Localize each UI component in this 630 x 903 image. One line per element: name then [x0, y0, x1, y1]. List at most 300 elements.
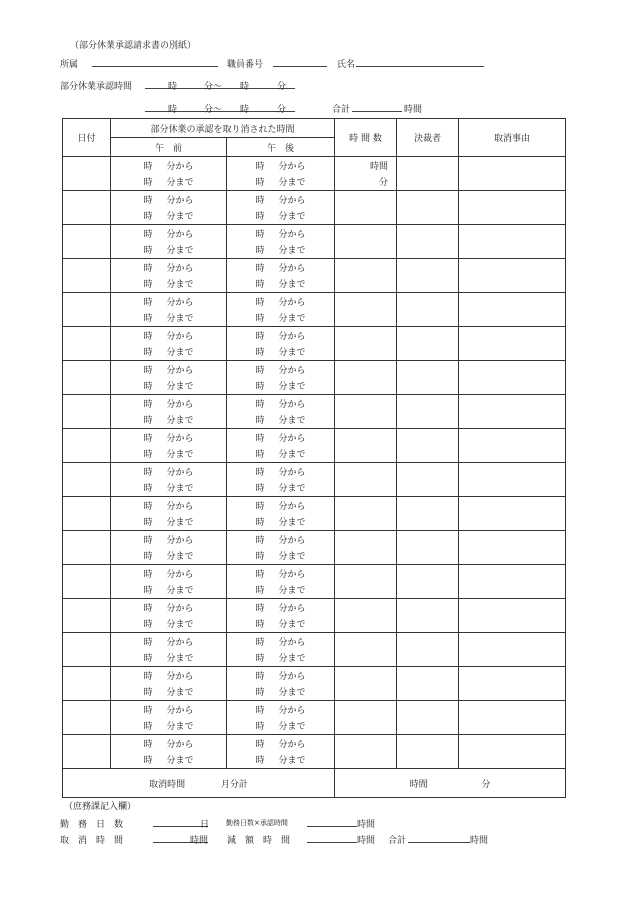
am-until-cell[interactable] [111, 480, 227, 497]
hours-cell[interactable] [335, 531, 397, 548]
hour-text: 時 [255, 535, 265, 546]
reason-cell[interactable] [459, 463, 566, 497]
hour-text: 時 [255, 246, 265, 257]
pm-until-cell[interactable] [227, 616, 335, 633]
hour-text: 時 [255, 297, 265, 308]
until-text: 分まで [278, 280, 306, 291]
col-reason: 取消事由 [459, 119, 566, 157]
pm-from-cell[interactable] [227, 395, 335, 412]
pm-from-cell[interactable] [227, 293, 335, 310]
approved-minute-2: 分 [277, 105, 287, 115]
grand-total-label: 合計 [388, 836, 407, 846]
hour-text: 時 [255, 739, 265, 750]
am-until-cell[interactable] [111, 548, 227, 565]
hours-cell[interactable] [335, 191, 397, 208]
col-date: 日付 [63, 119, 111, 157]
until-text: 分まで [278, 552, 306, 563]
pm-until-cell[interactable] [227, 752, 335, 769]
hour-text: 時 [255, 280, 265, 291]
am-from-cell[interactable] [111, 735, 227, 752]
total-hours-unit: 時間 [404, 105, 423, 115]
am-until-cell[interactable] [111, 718, 227, 735]
formula-field[interactable] [307, 826, 357, 827]
am-until-cell[interactable] [111, 344, 227, 361]
hour-text: 時 [255, 705, 265, 716]
pm-until-cell[interactable] [227, 310, 335, 327]
hour-text: 時 [255, 552, 265, 563]
hour-text: 時 [143, 603, 153, 614]
hours-cell[interactable] [335, 463, 397, 480]
until-text: 分まで [166, 280, 194, 291]
date-cell[interactable] [63, 395, 111, 429]
pm-until-cell[interactable] [227, 548, 335, 565]
approver-cell[interactable] [397, 429, 459, 463]
am-until-cell[interactable] [111, 684, 227, 701]
pm-from-cell[interactable] [227, 327, 335, 344]
hour-text: 時 [255, 484, 265, 495]
approver-cell[interactable] [397, 157, 459, 191]
hour-text: 時 [255, 450, 265, 461]
minutes-cell[interactable] [335, 242, 397, 259]
hour-text: 時 [143, 705, 153, 716]
approver-cell[interactable] [397, 531, 459, 565]
hours-cell[interactable] [335, 395, 397, 412]
date-cell[interactable] [63, 531, 111, 565]
approved-hour-2: 時 [240, 82, 250, 92]
until-text: 分まで [278, 756, 306, 767]
table-row [63, 735, 566, 752]
hours-cell[interactable] [335, 633, 397, 650]
from-text: 分から [278, 501, 306, 512]
reason-cell[interactable] [459, 395, 566, 429]
pm-from-cell[interactable] [227, 225, 335, 242]
until-text: 分まで [278, 314, 306, 325]
cancellation-table [62, 118, 566, 798]
am-from-cell[interactable] [111, 565, 227, 582]
hour-text: 時 [143, 756, 153, 767]
from-text: 分から [166, 501, 194, 512]
minutes-cell[interactable] [335, 412, 397, 429]
from-text: 分から [166, 365, 194, 376]
am-from-cell[interactable] [111, 327, 227, 344]
reason-cell[interactable] [459, 259, 566, 293]
until-text: 分まで [278, 212, 306, 223]
until-text: 分まで [166, 654, 194, 665]
pm-from-cell[interactable] [227, 191, 335, 208]
am-from-cell[interactable] [111, 225, 227, 242]
table-row [63, 701, 566, 718]
from-text: 分から [278, 671, 306, 682]
hour-text: 時 [255, 178, 265, 189]
hour-text: 時 [143, 450, 153, 461]
hour-text: 時 [255, 314, 265, 325]
reason-cell[interactable] [459, 735, 566, 769]
hours-cell[interactable] [335, 225, 397, 242]
hour-text: 時 [255, 586, 265, 597]
hours-cell[interactable] [335, 701, 397, 718]
hour-text: 時 [255, 161, 265, 172]
reason-cell[interactable] [459, 667, 566, 701]
until-text: 分まで [278, 688, 306, 699]
approver-cell[interactable] [397, 361, 459, 395]
pm-until-cell[interactable] [227, 684, 335, 701]
hour-text: 時 [255, 654, 265, 665]
hour-text: 時 [143, 739, 153, 750]
pm-from-cell[interactable] [227, 701, 335, 718]
until-text: 分まで [278, 722, 306, 733]
am-from-cell[interactable] [111, 395, 227, 412]
pm-until-cell[interactable] [227, 514, 335, 531]
am-from-cell[interactable] [111, 701, 227, 718]
am-from-cell[interactable] [111, 157, 227, 174]
formula-label: 勤務日数×承認時間 [226, 819, 288, 827]
from-text: 分から [278, 739, 306, 750]
am-from-cell[interactable] [111, 667, 227, 684]
date-cell[interactable] [63, 361, 111, 395]
date-cell[interactable] [63, 429, 111, 463]
from-text: 分から [166, 467, 194, 478]
approved-minute-tilde-2: 分～ [204, 105, 223, 115]
table-row [63, 225, 566, 242]
pm-from-cell[interactable] [227, 259, 335, 276]
hours-cell[interactable] [335, 735, 397, 752]
pm-from-cell[interactable] [227, 463, 335, 480]
affiliation-field[interactable] [92, 66, 218, 67]
am-from-cell[interactable] [111, 429, 227, 446]
approver-cell[interactable] [397, 191, 459, 225]
reason-cell[interactable] [459, 599, 566, 633]
pm-from-cell[interactable] [227, 667, 335, 684]
minutes-cell[interactable] [335, 752, 397, 769]
from-text: 分から [166, 161, 194, 172]
reason-cell[interactable] [459, 157, 566, 191]
am-from-cell[interactable] [111, 633, 227, 650]
date-cell[interactable] [63, 667, 111, 701]
pm-until-cell[interactable] [227, 378, 335, 395]
am-from-cell[interactable] [111, 293, 227, 310]
am-until-cell[interactable] [111, 412, 227, 429]
affiliation-label: 所属 [60, 60, 79, 70]
hour-text: 時 [255, 263, 265, 274]
hour-text: 時 [255, 569, 265, 580]
approver-cell[interactable] [397, 667, 459, 701]
am-from-cell[interactable] [111, 497, 227, 514]
date-cell[interactable] [63, 157, 111, 191]
minutes-cell[interactable] [335, 480, 397, 497]
am-until-cell[interactable] [111, 208, 227, 225]
table-row [63, 293, 566, 310]
grand-total-unit: 時間 [470, 836, 489, 846]
am-until-cell[interactable] [111, 378, 227, 395]
reduce-time-label: 減 額 時 間 [227, 836, 291, 846]
until-text: 分まで [278, 416, 306, 427]
footer-label: 取消時間 [149, 779, 186, 790]
pm-from-cell[interactable] [227, 429, 335, 446]
minutes-cell[interactable] [335, 582, 397, 599]
reason-cell[interactable] [459, 327, 566, 361]
approver-cell[interactable] [397, 225, 459, 259]
hours-cell[interactable] [335, 361, 397, 378]
workdays-label: 勤 務 日 数 [60, 820, 124, 830]
staff-number-label: 職員番号 [227, 60, 264, 70]
minutes-cell[interactable] [335, 718, 397, 735]
am-until-cell[interactable] [111, 582, 227, 599]
date-cell[interactable] [63, 599, 111, 633]
am-until-cell[interactable] [111, 276, 227, 293]
hour-text: 時 [255, 688, 265, 699]
approver-cell[interactable] [397, 701, 459, 735]
hour-text: 時 [143, 654, 153, 665]
hour-text: 時 [143, 637, 153, 648]
approved-minute-1: 分 [277, 82, 287, 92]
reason-cell[interactable] [459, 497, 566, 531]
date-cell[interactable] [63, 497, 111, 531]
pm-until-cell[interactable] [227, 582, 335, 599]
pm-until-cell[interactable] [227, 412, 335, 429]
hour-text: 時 [143, 212, 153, 223]
am-from-cell[interactable] [111, 531, 227, 548]
from-text: 分から [278, 297, 306, 308]
hours-cell[interactable] [335, 293, 397, 310]
pm-until-cell[interactable] [227, 208, 335, 225]
reduce-time-field[interactable] [307, 842, 357, 843]
from-text: 分から [166, 603, 194, 614]
date-cell[interactable] [63, 293, 111, 327]
approver-cell[interactable] [397, 565, 459, 599]
date-cell[interactable] [63, 735, 111, 769]
approver-cell[interactable] [397, 599, 459, 633]
date-cell[interactable] [63, 225, 111, 259]
am-until-cell[interactable] [111, 650, 227, 667]
am-until-cell[interactable] [111, 174, 227, 191]
reason-cell[interactable] [459, 633, 566, 667]
approver-cell[interactable] [397, 259, 459, 293]
table-row [63, 497, 566, 514]
hour-text: 時 [143, 263, 153, 274]
approved-hour-4: 時 [240, 105, 250, 115]
hour-text: 時 [255, 722, 265, 733]
am-from-cell[interactable] [111, 599, 227, 616]
until-text: 分まで [278, 246, 306, 257]
minutes-cell[interactable] [335, 650, 397, 667]
minutes-cell[interactable] [335, 684, 397, 701]
grand-total-field[interactable] [408, 842, 470, 843]
reason-cell[interactable] [459, 565, 566, 599]
minutes-cell[interactable] [335, 344, 397, 361]
date-cell[interactable] [63, 259, 111, 293]
hour-text: 時 [143, 501, 153, 512]
pm-from-cell[interactable] [227, 599, 335, 616]
table-row [63, 667, 566, 684]
hour-text: 時 [143, 280, 153, 291]
am-until-cell[interactable] [111, 242, 227, 259]
from-text: 分から [166, 535, 194, 546]
minutes-cell[interactable] [335, 208, 397, 225]
hours-cell[interactable] [335, 667, 397, 684]
am-until-cell[interactable] [111, 616, 227, 633]
from-text: 分から [166, 331, 194, 342]
until-text: 分まで [166, 212, 194, 223]
date-cell[interactable] [63, 565, 111, 599]
until-text: 分まで [166, 348, 194, 359]
am-until-cell[interactable] [111, 514, 227, 531]
reason-cell[interactable] [459, 701, 566, 735]
from-text: 分から [278, 433, 306, 444]
minutes-cell[interactable] [335, 378, 397, 395]
hour-text: 時 [143, 195, 153, 206]
pm-from-cell[interactable] [227, 565, 335, 582]
until-text: 分まで [278, 348, 306, 359]
from-text: 分から [166, 229, 194, 240]
date-cell[interactable] [63, 327, 111, 361]
hours-cell[interactable] [335, 497, 397, 514]
table-row [63, 327, 566, 344]
from-text: 分から [166, 739, 194, 750]
approved-minute-tilde-1: 分～ [204, 82, 223, 92]
until-text: 分まで [278, 620, 306, 631]
pm-until-cell[interactable] [227, 480, 335, 497]
reason-cell[interactable] [459, 429, 566, 463]
from-text: 分から [166, 433, 194, 444]
pm-from-cell[interactable] [227, 361, 335, 378]
pm-until-cell[interactable] [227, 650, 335, 667]
reason-cell[interactable] [459, 191, 566, 225]
from-text: 分から [166, 705, 194, 716]
minutes-cell[interactable] [335, 446, 397, 463]
date-cell[interactable] [63, 463, 111, 497]
from-text: 分から [278, 569, 306, 580]
minutes-cell[interactable] [335, 548, 397, 565]
hour-text: 時 [255, 195, 265, 206]
hours-cell[interactable] [335, 259, 397, 276]
hour-text: 時 [143, 161, 153, 172]
hour-text: 時 [255, 620, 265, 631]
reason-cell[interactable] [459, 225, 566, 259]
minutes-cell[interactable] [335, 514, 397, 531]
approver-cell[interactable] [397, 327, 459, 361]
hour-text: 時 [143, 552, 153, 563]
reason-cell[interactable] [459, 293, 566, 327]
sheet-note: （部分休業承認請求書の別紙） [70, 41, 197, 51]
pm-from-cell[interactable] [227, 633, 335, 650]
hour-text: 時 [255, 212, 265, 223]
formula-hours-unit: 時間 [357, 820, 376, 830]
until-text: 分まで [166, 620, 194, 631]
from-text: 分から [278, 161, 306, 172]
pm-until-cell[interactable] [227, 344, 335, 361]
until-text: 分まで [278, 518, 306, 529]
from-text: 分から [278, 603, 306, 614]
pm-until-cell[interactable] [227, 446, 335, 463]
pm-from-cell[interactable] [227, 497, 335, 514]
hours-cell[interactable] [335, 429, 397, 446]
approver-cell[interactable] [397, 293, 459, 327]
name-field[interactable] [356, 66, 484, 67]
minutes-cell[interactable] [335, 174, 397, 191]
office-section-title: （庶務課記入欄） [64, 802, 137, 812]
hour-text: 時 [143, 365, 153, 376]
approver-cell[interactable] [397, 497, 459, 531]
am-from-cell[interactable] [111, 463, 227, 480]
am-from-cell[interactable] [111, 361, 227, 378]
reason-cell[interactable] [459, 361, 566, 395]
am-until-cell[interactable] [111, 310, 227, 327]
hour-text: 時 [255, 331, 265, 342]
until-text: 分まで [166, 382, 194, 393]
pm-until-cell[interactable] [227, 174, 335, 191]
minutes-cell[interactable] [335, 616, 397, 633]
am-until-cell[interactable] [111, 752, 227, 769]
from-text: 分から [278, 535, 306, 546]
approved-time-label: 部分休業承認時間 [60, 82, 133, 92]
cancel-hours-unit: 時間 [190, 836, 209, 846]
hour-text: 時 [143, 518, 153, 529]
table-row [63, 157, 566, 174]
from-text: 分から [278, 229, 306, 240]
hour-text: 時 [143, 246, 153, 257]
date-cell[interactable] [63, 191, 111, 225]
pm-from-cell[interactable] [227, 735, 335, 752]
hour-text: 時 [143, 586, 153, 597]
footer-cancel-total [63, 769, 335, 798]
approver-cell[interactable] [397, 735, 459, 769]
footer-minutes-unit: 分 [481, 779, 491, 790]
until-text: 分まで [278, 178, 306, 189]
approver-cell[interactable] [397, 395, 459, 429]
until-text: 分まで [166, 450, 194, 461]
approver-cell[interactable] [397, 463, 459, 497]
hours-cell[interactable] [335, 565, 397, 582]
pm-until-cell[interactable] [227, 242, 335, 259]
hour-text: 時 [143, 399, 153, 410]
date-cell[interactable] [63, 633, 111, 667]
until-text: 分まで [166, 518, 194, 529]
minutes-cell[interactable] [335, 276, 397, 293]
am-until-cell[interactable] [111, 446, 227, 463]
footer-time-total[interactable] [335, 769, 566, 798]
hours-cell[interactable] [335, 327, 397, 344]
from-text: 分から [278, 331, 306, 342]
hour-text: 時 [255, 671, 265, 682]
approved-hour-3: 時 [168, 105, 178, 115]
from-text: 分から [166, 637, 194, 648]
reason-cell[interactable] [459, 531, 566, 565]
reduce-hours-unit: 時間 [357, 836, 376, 846]
pm-from-cell[interactable] [227, 157, 335, 174]
until-text: 分まで [278, 382, 306, 393]
hours-cell[interactable] [335, 599, 397, 616]
hour-text: 時 [143, 722, 153, 733]
hour-text: 時 [255, 501, 265, 512]
hour-text: 時 [255, 637, 265, 648]
table-row [63, 463, 566, 480]
hour-text: 時 [255, 603, 265, 614]
pm-from-cell[interactable] [227, 531, 335, 548]
hour-text: 時 [255, 756, 265, 767]
pm-until-cell[interactable] [227, 718, 335, 735]
am-from-cell[interactable] [111, 259, 227, 276]
approver-cell[interactable] [397, 633, 459, 667]
total-field[interactable] [352, 111, 402, 112]
minutes-cell[interactable] [335, 310, 397, 327]
am-from-cell[interactable] [111, 191, 227, 208]
footer-monthly-label: 月分計 [220, 779, 248, 790]
staff-number-field[interactable] [273, 66, 327, 67]
date-cell[interactable] [63, 701, 111, 735]
pm-until-cell[interactable] [227, 276, 335, 293]
hours-cell[interactable] [335, 157, 397, 174]
table-row [63, 565, 566, 582]
